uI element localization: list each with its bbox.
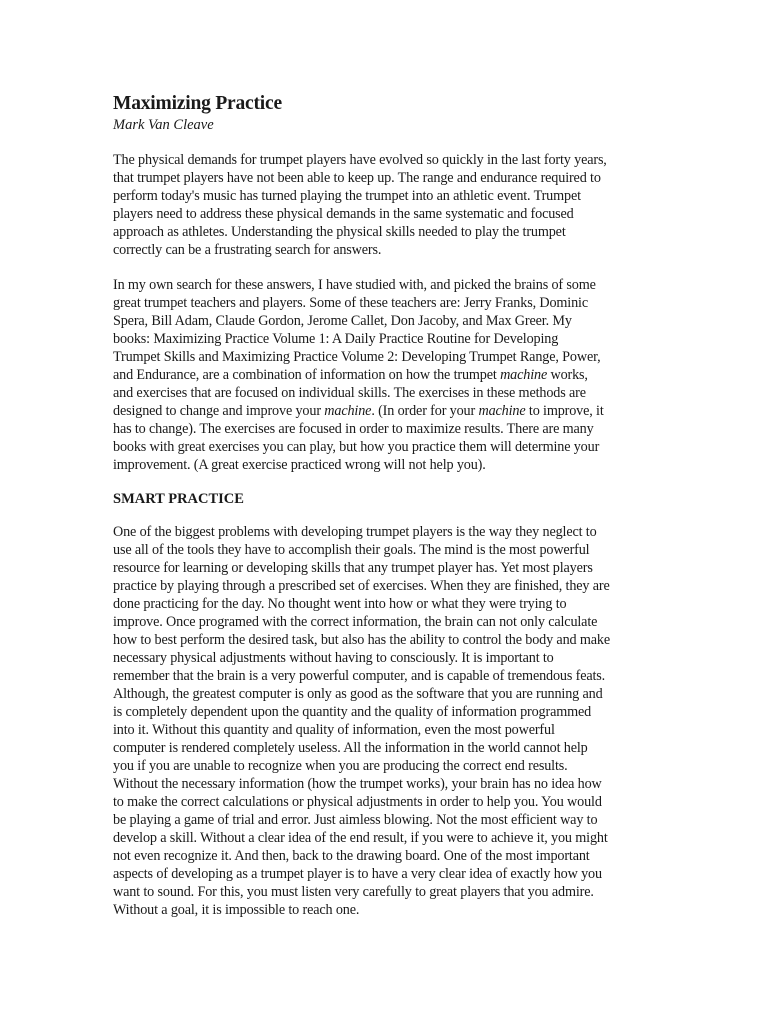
- paragraph-line: into it. Without this quantity and quality of information, even the most powerful: [113, 722, 555, 738]
- search-paragraph: [113, 276, 643, 474]
- paragraph-line: Although, the greatest computer is only as good as the software that you are running and: [113, 686, 603, 702]
- italic-term: machine: [478, 403, 526, 419]
- paragraph-line: develop a skill. Without a clear idea of the end result, if you were to achieve it, you might: [113, 830, 608, 846]
- paragraph-line: you if you are unable to recognize when you are producing the correct end results.: [113, 758, 568, 774]
- text-segment: designed to change and improve your: [113, 403, 325, 419]
- paragraph-line: remember that the brain is a very powerful computer, and is capable of tremendous feats.: [113, 668, 606, 684]
- paragraph-line: improve. Once programed with the correct information, the brain can not only calculate: [113, 614, 598, 630]
- paragraph-line: how to best perform the desired task, but also has the ability to control the body and make: [113, 632, 610, 648]
- paragraph-line: Trumpet Skills and Maximizing Practice Volume 2: Developing Trumpet Range, Power,: [113, 349, 601, 365]
- paragraph-line: [113, 402, 643, 420]
- paragraph-line: One of the biggest problems with developing trumpet players is the way they neglect to: [113, 524, 597, 540]
- document-author: Mark Van Cleave: [113, 117, 214, 133]
- paragraph-line: has to change). The exercises are focused in order to maximize results. There are many: [113, 421, 594, 437]
- paragraph-line: [113, 366, 643, 384]
- text-segment: and Endurance, are a combination of information on how the trumpet: [113, 367, 501, 383]
- intro-paragraph: [113, 151, 643, 259]
- paragraph-line: not even recognize it. And then, back to the drawing board. One of the most important: [113, 848, 590, 864]
- paragraph-line: Without the necessary information (how the trumpet works), your brain has no idea how: [113, 776, 602, 792]
- paragraph-line: use all of the tools they have to accomplish their goals. The mind is the most powerful: [113, 542, 590, 558]
- paragraph-line: necessary physical adjustments without having to consciously. It is important to: [113, 650, 554, 666]
- paragraph-line: be playing a game of trial and error. Just aimless blowing. Not the most efficient way to: [113, 812, 598, 828]
- paragraph-line: great trumpet teachers and players. Some of these teachers are: Jerry Franks, Dominic: [113, 295, 588, 311]
- italic-term: machine: [324, 403, 372, 419]
- paragraph-line: to make the correct calculations or physical adjustments in order to help you. You would: [113, 794, 602, 810]
- paragraph-line: correctly can be a frustrating search for answers.: [113, 242, 382, 258]
- paragraph-line: is completely dependent upon the quantity and the quality of information programmed: [113, 704, 592, 720]
- paragraph-line: and exercises that are focused on individual skills. The exercises in these methods are: [113, 385, 586, 401]
- paragraph-line: books: Maximizing Practice Volume 1: A Daily Practice Routine for Developing: [113, 331, 559, 347]
- document-page: [113, 92, 643, 919]
- paragraph-line: books with great exercises you can play, but how you practice them will determine your: [113, 439, 600, 455]
- paragraph-line: done practicing for the day. No thought went into how or what they were trying to: [113, 596, 567, 612]
- paragraph-line: practice by playing through a prescribed set of exercises. When they are finished, they are: [113, 578, 610, 594]
- paragraph-line: improvement. (A great exercise practiced wrong will not help you).: [113, 457, 486, 473]
- paragraph-line: aspects of developing as a trumpet player is to have a very clear idea of exactly how you: [113, 866, 602, 882]
- paragraph-line: that trumpet players have not been able to keep up. The range and endurance required to: [113, 170, 601, 186]
- document-title: Maximizing Practice: [113, 93, 282, 114]
- paragraph-line: In my own search for these answers, I have studied with, and picked the brains of some: [113, 277, 596, 293]
- paragraph-line: want to sound. For this, you must listen very carefully to great players that you admire.: [113, 884, 594, 900]
- paragraph-line: computer is rendered completely useless. All the information in the world cannot help: [113, 740, 588, 756]
- smart-practice-paragraph: [113, 523, 643, 919]
- paragraph-line: Spera, Bill Adam, Claude Gordon, Jerome Callet, Don Jacoby, and Max Greer. My: [113, 313, 572, 329]
- paragraph-line: resource for learning or developing skills that any trumpet player has. Yet most players: [113, 560, 593, 576]
- italic-term: machine: [500, 367, 548, 383]
- text-segment: works,: [547, 367, 588, 383]
- paragraph-line: approach as athletes. Understanding the physical skills needed to play the trumpet: [113, 224, 566, 240]
- text-segment: . (In order for your: [371, 403, 479, 419]
- paragraph-line: perform today's music has turned playing the trumpet into an athletic event. Trumpet: [113, 188, 581, 204]
- text-segment: to improve, it: [525, 403, 604, 419]
- paragraph-line: Without a goal, it is impossible to reach one.: [113, 902, 360, 918]
- section-heading: SMART PRACTICE: [113, 491, 244, 507]
- paragraph-line: The physical demands for trumpet players have evolved so quickly in the last forty years,: [113, 152, 607, 168]
- paragraph-line: players need to address these physical demands in the same systematic and focused: [113, 206, 574, 222]
